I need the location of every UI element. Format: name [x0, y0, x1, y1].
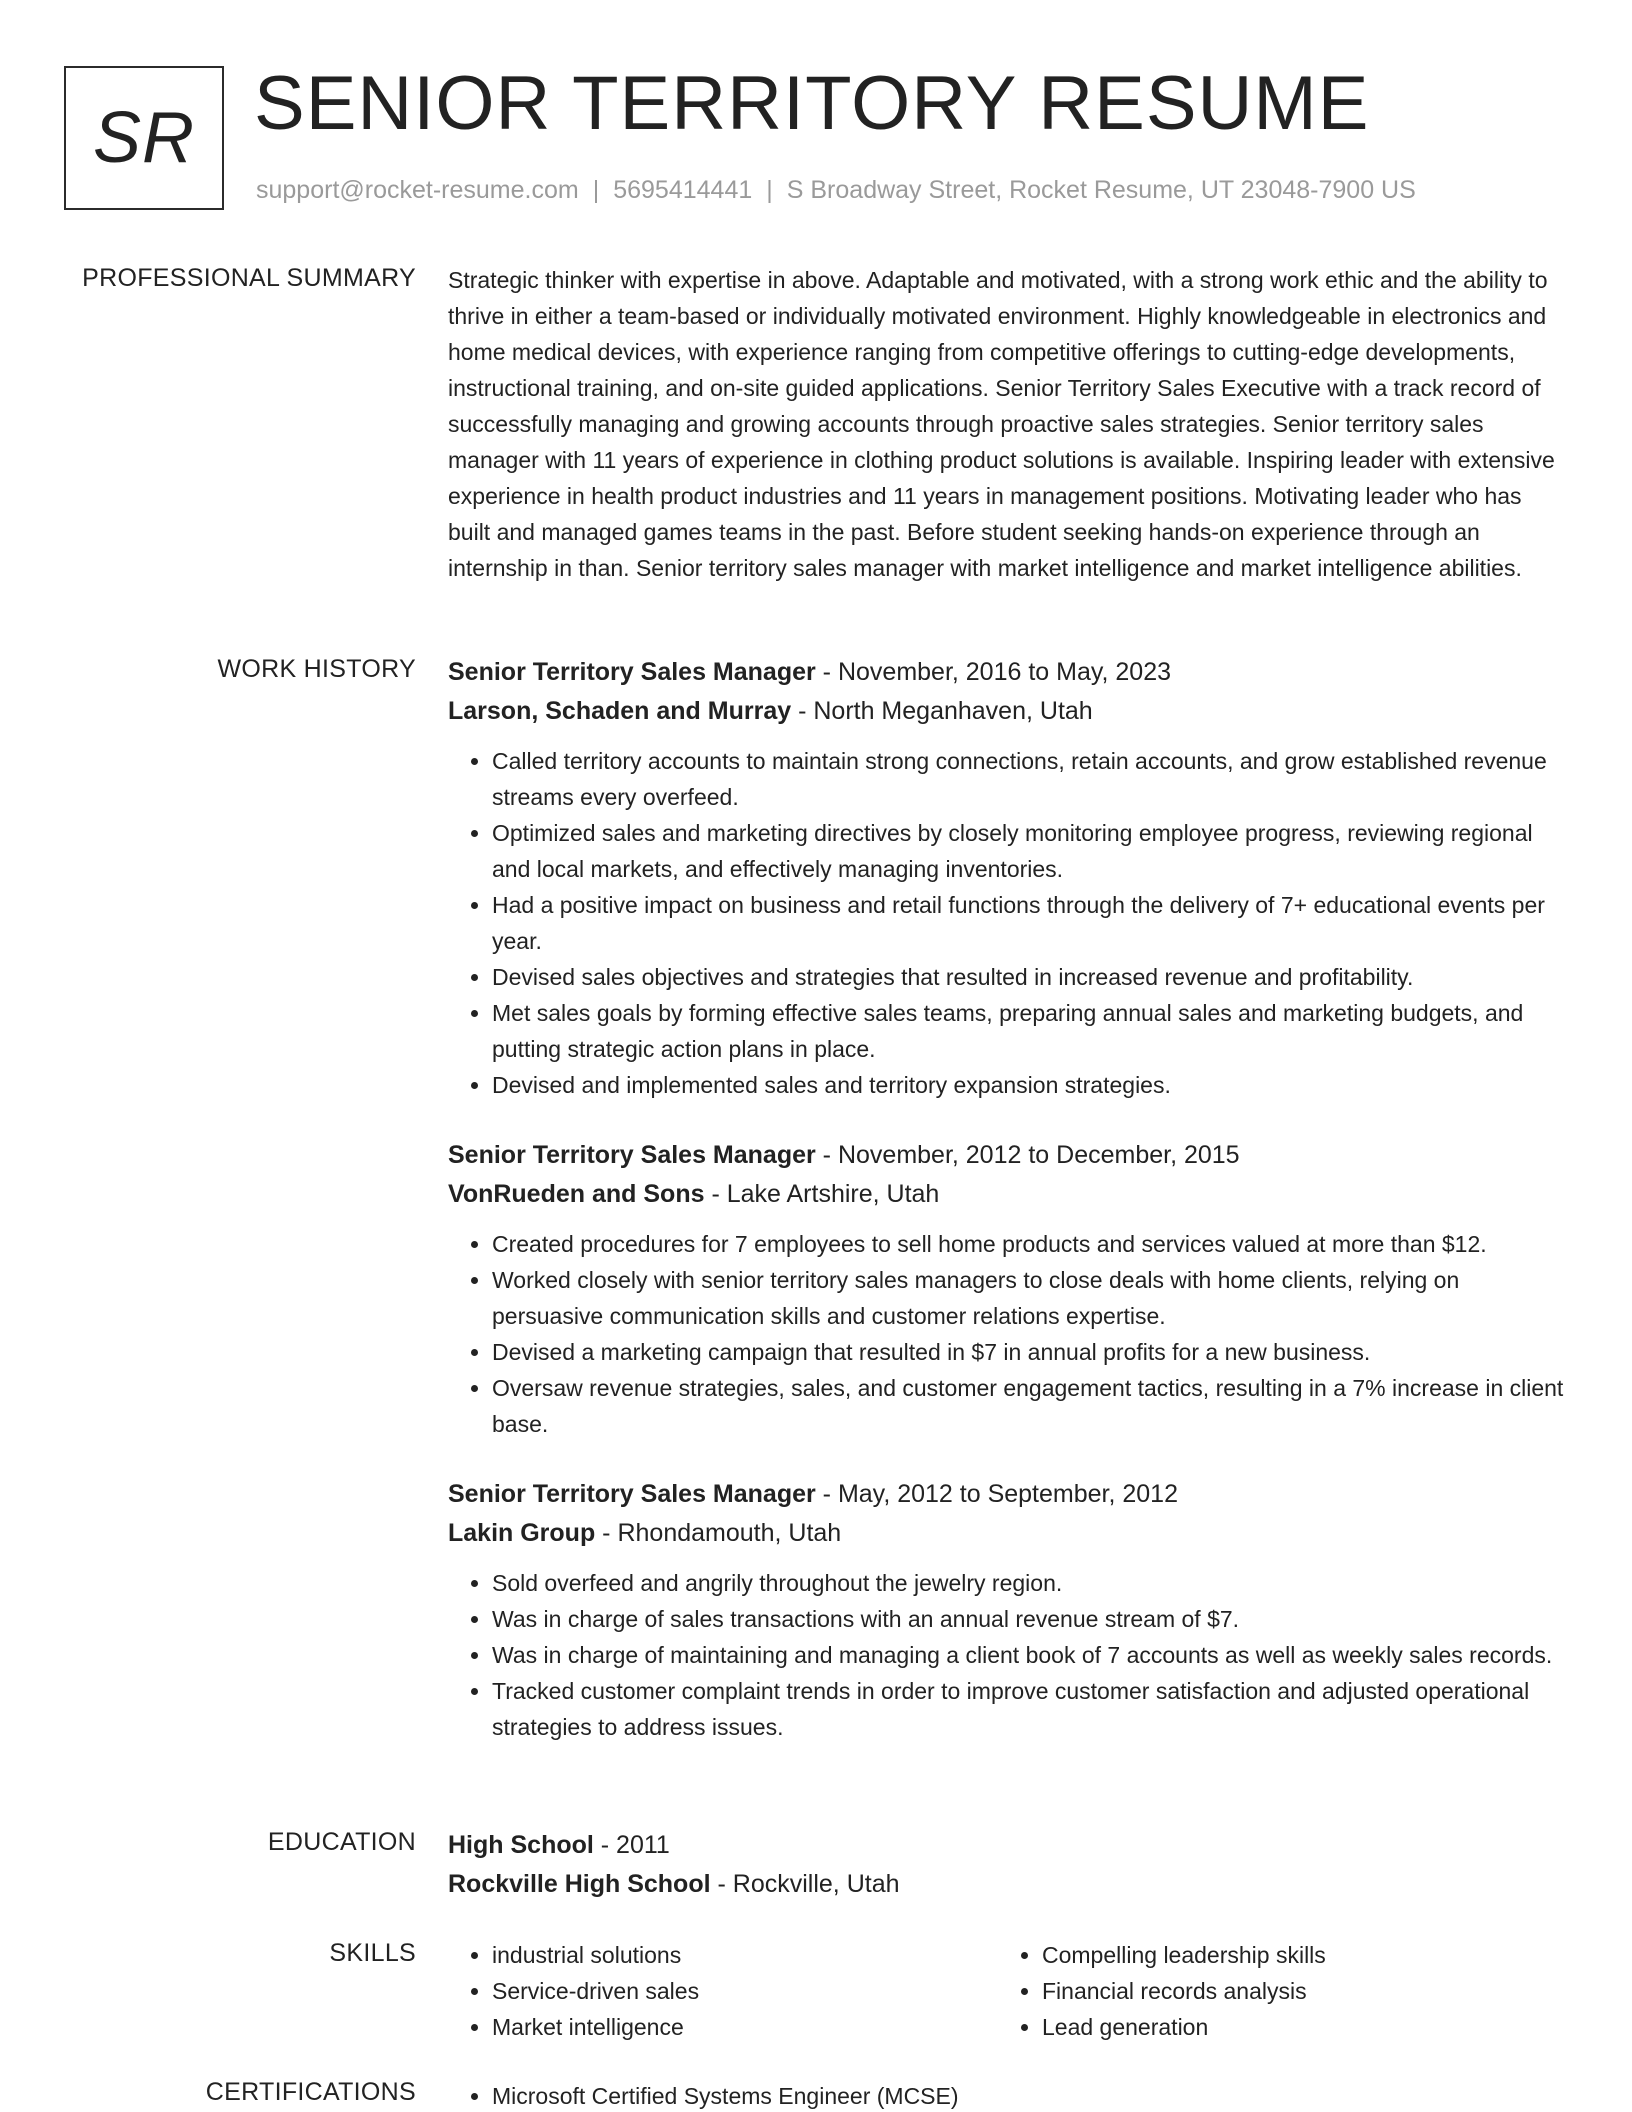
- contact-separator: |: [592, 176, 600, 204]
- education-year: - 2011: [593, 1831, 670, 1859]
- education-heading: EDUCATION: [267, 1828, 416, 1856]
- job-company: VonRueden and Sons: [448, 1180, 705, 1208]
- job-bullet: • Devised and implemented sales and territory expansion strategies.: [492, 1067, 1568, 1103]
- job-dates: - November, 2012 to December, 2015: [815, 1141, 1240, 1169]
- job-location: - North Meganhaven, Utah: [791, 697, 1093, 725]
- job-bullet: • Called territory accounts to maintain strong connections, retain accounts, and grow established revenue streams every overfeed.: [492, 743, 1568, 815]
- education-degree: High School: [448, 1831, 594, 1859]
- skill-item: • Service-driven sales: [492, 1973, 998, 2009]
- skills-column-left: [448, 1937, 998, 2045]
- job-bullets: [448, 743, 1568, 1103]
- job-entry: [448, 1475, 1568, 1745]
- skill-item: • Financial records analysis: [1042, 1973, 1548, 2009]
- skills-heading: SKILLS: [329, 1939, 416, 1967]
- contact-phone[interactable]: 5695414441: [613, 176, 753, 204]
- job-bullet: • Was in charge of maintaining and managing a client book of 7 accounts as well as weekly sales records.: [492, 1637, 1568, 1673]
- summary-text: Strategic thinker with expertise in above. Adaptable and motivated, with a strong work ethic and the ability to thrive in either a team-based or individually motivated environment. Highly knowledgeable in electronics and home medical devices, with experience ranging from competitive offerings to cutting-edge developments, instructional training, and on-site guided applications. Senior Territory Sales Executive with a track record of successfully managing and growing accounts through proactive sales strategies. Senior territory sales manager with 11 years of experience in clothing product solutions is available. Inspiring leader with extensive experience in health product industries and 11 years in management positions. Motivating leader who has built and managed games teams in the past. Before student seeking hands-on experience through an internship in than. Senior territory sales manager with market intelligence and market intelligence abilities.: [448, 267, 1555, 581]
- job-title-line: [448, 653, 1568, 692]
- job-company: Larson, Schaden and Murray: [448, 697, 792, 725]
- contact-address: S Broadway Street, Rocket Resume, UT 23048-7900 US: [786, 176, 1416, 204]
- contact-email[interactable]: support@rocket-resume.com: [256, 176, 579, 204]
- work-history-heading: WORK HISTORY: [217, 655, 416, 683]
- contact-line: [256, 176, 1416, 205]
- contact-separator: |: [766, 176, 773, 204]
- skill-item: • Lead generation: [1042, 2009, 1548, 2045]
- job-bullet: • Optimized sales and marketing directives by closely monitoring employee progress, reviewing regional and local markets, and effectively managing inventories.: [492, 815, 1568, 887]
- job-bullets: [448, 1226, 1568, 1442]
- education-location: - Rockville, Utah: [710, 1870, 900, 1898]
- job-bullet: • Worked closely with senior territory sales managers to close deals with home clients, relying on persuasive communication skills and customer relations expertise.: [492, 1262, 1568, 1334]
- skills-grid: [448, 1937, 1568, 2045]
- job-entry: [448, 1136, 1568, 1442]
- summary-heading: PROFESSIONAL SUMMARY: [82, 264, 416, 292]
- job-bullet: • Devised sales objectives and strategies that resulted in increased revenue and profitability.: [492, 959, 1568, 995]
- job-bullet: • Created procedures for 7 employees to sell home products and services valued at more than $12.: [492, 1226, 1568, 1262]
- job-bullet: • Was in charge of sales transactions with an annual revenue stream of $7.: [492, 1601, 1568, 1637]
- skill-item: • Market intelligence: [492, 2009, 998, 2045]
- job-bullet: • Had a positive impact on business and retail functions through the delivery of 7+ educational events per year.: [492, 887, 1568, 959]
- job-bullet: • Oversaw revenue strategies, sales, and customer engagement tactics, resulting in a 7% increase in client base.: [492, 1370, 1568, 1442]
- job-bullets: [448, 1565, 1568, 1745]
- job-company: Lakin Group: [448, 1519, 596, 1547]
- job-location: - Lake Artshire, Utah: [704, 1180, 940, 1208]
- job-company-line: [448, 692, 1568, 731]
- job-location: - Rhondamouth, Utah: [595, 1519, 842, 1547]
- skills-column-right: [998, 1937, 1548, 2045]
- job-bullet: • Met sales goals by forming effective sales teams, preparing annual sales and marketing budgets, and putting strategic action plans in place.: [492, 995, 1568, 1067]
- job-dates: - May, 2012 to September, 2012: [815, 1480, 1178, 1508]
- certifications-heading: CERTIFICATIONS: [205, 2078, 416, 2106]
- education-school: Rockville High School: [448, 1870, 711, 1898]
- skill-item: • industrial solutions: [492, 1937, 998, 1973]
- certification-item: • Microsoft Certified Systems Engineer (MCSE): [492, 2078, 1568, 2112]
- job-title-line: [448, 1475, 1568, 1514]
- job-title: Senior Territory Sales Manager: [448, 658, 816, 686]
- job-title: Senior Territory Sales Manager: [448, 1480, 816, 1508]
- job-dates: - November, 2016 to May, 2023: [815, 658, 1172, 686]
- job-bullet: • Sold overfeed and angrily throughout the jewelry region.: [492, 1565, 1568, 1601]
- job-entry: [448, 653, 1568, 1103]
- monogram-badge: [64, 66, 224, 210]
- education-degree-line: [448, 1826, 1568, 1865]
- job-title-line: [448, 1136, 1568, 1175]
- monogram-initials: SR: [92, 98, 196, 178]
- education-school-line: [448, 1865, 1568, 1904]
- resume-title: SENIOR TERRITORY RESUME: [254, 61, 1370, 146]
- job-bullet: • Tracked customer complaint trends in order to improve customer satisfaction and adjusted operational strategies to address issues.: [492, 1673, 1568, 1745]
- certifications-list: [448, 2078, 1568, 2112]
- job-title: Senior Territory Sales Manager: [448, 1141, 816, 1169]
- skill-item: • Compelling leadership skills: [1042, 1937, 1548, 1973]
- job-company-line: [448, 1175, 1568, 1214]
- job-bullet: • Devised a marketing campaign that resulted in $7 in annual profits for a new business.: [492, 1334, 1568, 1370]
- job-company-line: [448, 1514, 1568, 1553]
